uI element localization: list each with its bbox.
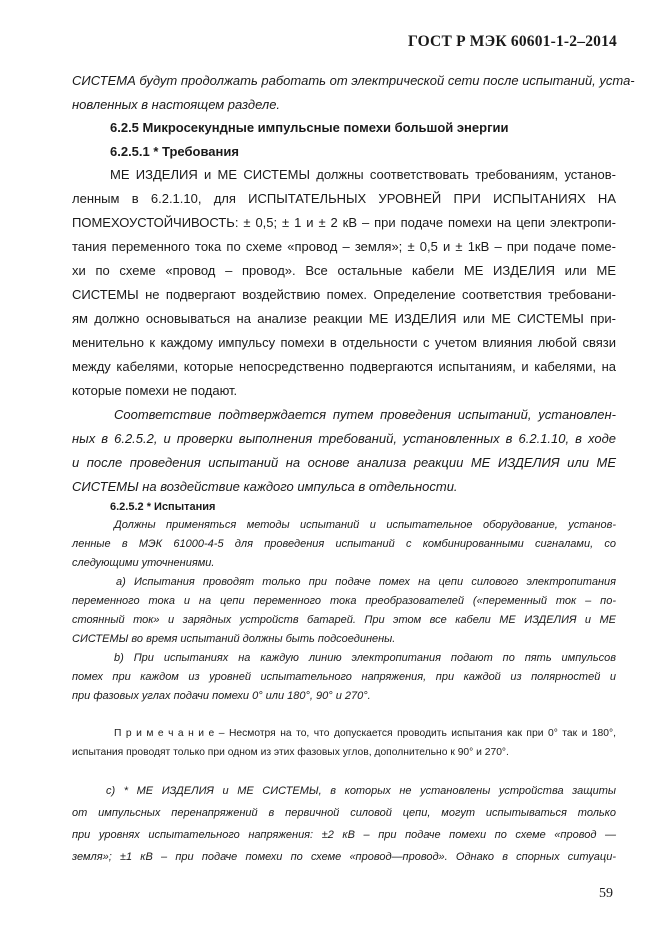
- standard-header: ГОСТ Р МЭК 60601-1-2–2014: [407, 33, 617, 50]
- compliance-line: Соответствие подтверждается путем проведения испытаний, установлен-: [114, 407, 616, 422]
- item-a-line: переменного тока и на цепи переменного тока преобразователей («переменный ток – по-: [72, 595, 616, 607]
- item-a-line: стоянный ток» и зарядных устройств батарей. При этом все кабели МЕ ИЗДЕЛИЯ и МЕ: [72, 614, 616, 626]
- tests-heading: 6.2.5.2 * Испытания: [110, 501, 216, 513]
- item-a-line: а) Испытания проводят только при подаче помех на цепи силового электропитания: [116, 576, 616, 588]
- requirements-line: которые помехи не подают.: [72, 383, 238, 398]
- item-b-line: помех при каждом из уровней испытательного напряжения, при каждой из полярностей и: [72, 671, 616, 683]
- item-b-line: при фазовых углах подачи помехи 0° или 180°, 90° и 270°.: [72, 690, 371, 702]
- requirements-line: хи по схеме «провод – провод». Все остальные кабели МЕ ИЗДЕЛИЯ или МЕ: [72, 263, 616, 278]
- item-a-line: СИСТЕМЫ во время испытаний должны быть подсоединены.: [72, 633, 396, 645]
- item-b-line: b) При испытаниях на каждую линию электропитания подают по пять импульсов: [114, 652, 616, 664]
- intro-line: новленных в настоящем разделе.: [72, 97, 281, 112]
- item-c-line: от импульсных перенапряжений в первичной силовой цепи, могут испытываться только: [72, 807, 616, 819]
- requirements-line: ям должно основываться на анализе реакции МЕ ИЗДЕЛИЯ или МЕ СИСТЕМЫ при-: [72, 311, 616, 326]
- compliance-line: и после проведения испытаний на основе анализа реакции МЕ ИЗДЕЛИЯ или МЕ: [72, 455, 616, 470]
- tests-intro-line: Должны применяться методы испытаний и испытательное оборудование, установ-: [114, 519, 616, 531]
- note-line: П р и м е ч а н и е – Несмотря на то, что допускается проводить испытания как при 0° так и 180°,: [114, 728, 616, 739]
- requirements-line: тания переменного тока по схеме «провод – земля»; ± 0,5 и ± 1кВ – при подаче поме-: [72, 239, 616, 254]
- requirements-line: МЕ ИЗДЕЛИЯ и МЕ СИСТЕМЫ должны соответствовать требованиям, установ-: [110, 167, 616, 182]
- item-c-line: с) * МЕ ИЗДЕЛИЯ и МЕ СИСТЕМЫ, в которых не установлены устройства защиты: [106, 785, 616, 797]
- subsection-heading: 6.2.5.1 * Требования: [110, 144, 239, 159]
- compliance-line: СИСТЕМЫ на воздействие каждого импульса в отдельности.: [72, 479, 458, 494]
- requirements-line: ПОМЕХОУСТОЙЧИВОСТЬ: ± 0,5; ± 1 и ± 2 кВ – при подаче помехи на цепи электропи-: [72, 215, 616, 230]
- tests-intro-line: ленные в МЭК 61000-4-5 для проведения испытаний с комбинированными сигналами, со: [72, 538, 616, 550]
- item-c-line: земля»; ±1 кВ – при подаче помехи по схеме «провод—провод». Однако в спорных ситуаци-: [72, 851, 616, 863]
- requirements-line: менительно к каждому импульсу помехи в отдельности с учетом влияния любой связи: [72, 335, 616, 350]
- requirements-line: ленным в 6.2.1.10, для ИСПЫТАТЕЛЬНЫХ УРОВНЕЙ ПРИ ИСПЫТАНИЯХ НА: [72, 191, 616, 206]
- compliance-line: ных в 6.2.5.2, и проверки выполнения требований, установленных в 6.2.1.10, в ходе: [72, 431, 616, 446]
- requirements-line: между кабелями, которые непосредственно подвергаются испытаниям, и кабелями, на: [72, 359, 616, 374]
- intro-line: СИСТЕМА будут продолжать работать от электрической сети после испытаний, уста-: [72, 73, 635, 88]
- note-line: испытания проводят только при одном из этих фазовых углов, дополнительно к 90° и 270°.: [72, 747, 509, 758]
- tests-intro-line: следующими уточнениями.: [72, 557, 215, 569]
- page-number: 59: [599, 886, 613, 901]
- requirements-line: СИСТЕМЫ не подвергают воздействию помех. Определение соответствия требовани-: [72, 287, 616, 302]
- item-c-line: при уровнях испытательного напряжения: ±2 кВ – при подаче помехи по схеме «провод —: [72, 829, 616, 841]
- section-heading: 6.2.5 Микросекундные импульсные помехи большой энергии: [110, 120, 509, 135]
